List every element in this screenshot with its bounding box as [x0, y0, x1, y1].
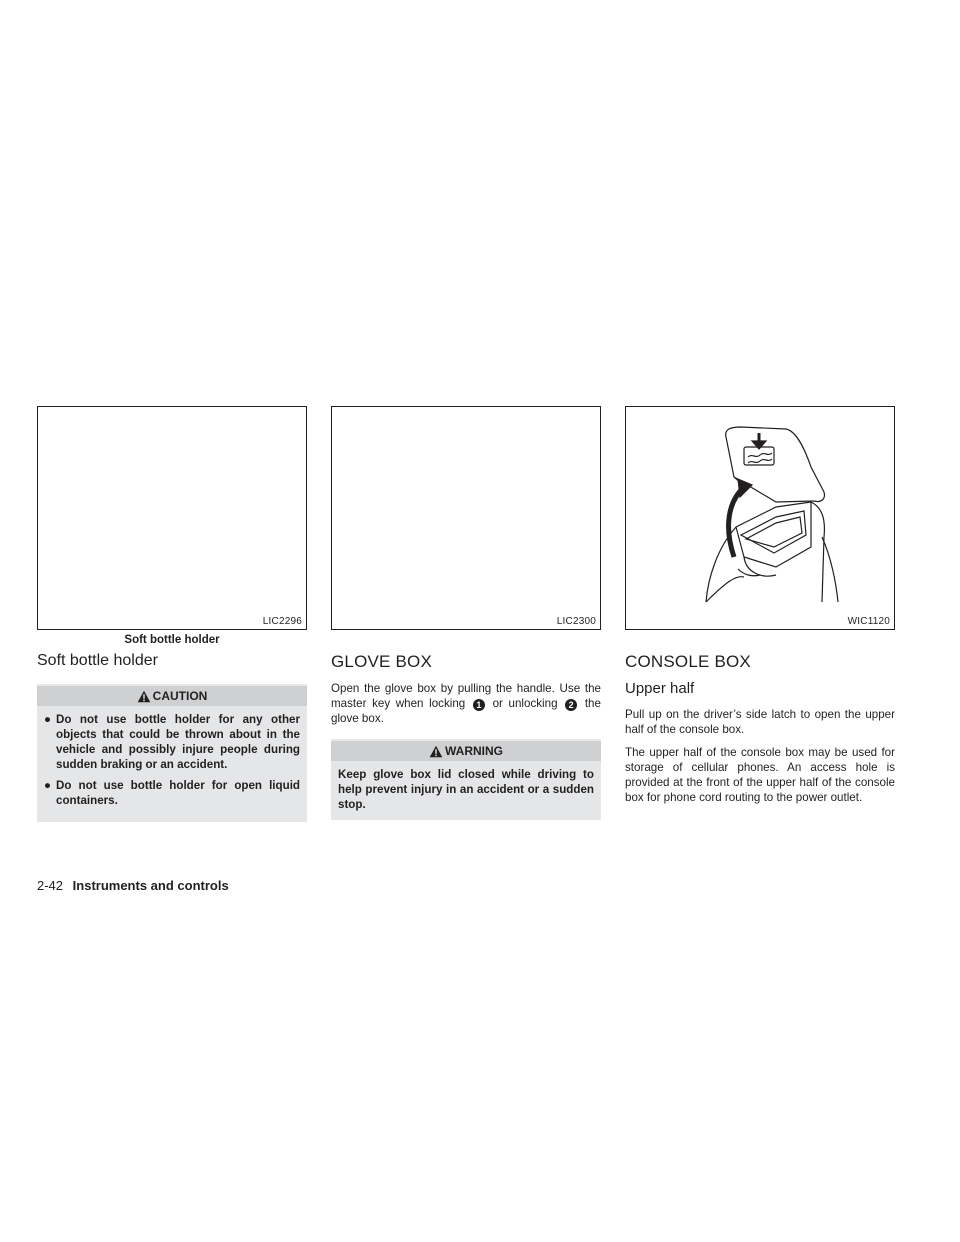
warning-title: WARNING	[445, 744, 503, 758]
column-glove-box	[331, 406, 601, 820]
text-run: Open the glove box by pulling the handle. Use the master key when locking	[331, 682, 601, 710]
body-paragraph: The upper half of the console box may be used for storage of cellular phones. An access hole is provided at the front of the upper half of the console box for phone cord routing to the power outlet.	[625, 746, 895, 804]
warning-triangle-icon	[137, 690, 151, 703]
section-heading: Soft bottle holder	[37, 652, 158, 669]
list-item	[44, 712, 300, 772]
bullet-icon: ●	[44, 779, 52, 792]
section-heading: CONSOLE BOX	[625, 652, 751, 671]
figure-code: WIC1120	[847, 616, 890, 627]
page-footer	[37, 878, 229, 893]
list-item	[44, 778, 300, 808]
body-paragraph: Pull up on the driver’s side latch to open the upper half of the console box.	[625, 708, 895, 736]
section-heading: GLOVE BOX	[331, 652, 433, 671]
figure-console-box	[625, 406, 895, 630]
callout-number: 1	[473, 699, 485, 711]
column-console-box	[625, 406, 895, 805]
subsection-heading: Upper half	[625, 680, 695, 697]
caution-title-bar	[37, 686, 307, 706]
warning-text: Keep glove box lid closed while driving to help prevent injury in an accident or a sudden stop.	[338, 768, 594, 811]
caution-box	[37, 684, 307, 822]
text-run: the glove box.	[331, 697, 601, 725]
section-title: Instruments and controls	[72, 878, 229, 893]
caution-item-text: Do not use bottle holder for open liquid containers.	[56, 779, 300, 807]
warning-triangle-icon	[429, 745, 443, 758]
figure-glove-box	[331, 406, 601, 630]
console-box-illustration	[626, 407, 894, 629]
warning-box	[331, 739, 601, 820]
caution-item-text: Do not use bottle holder for any other objects that could be thrown about in the vehicle and possibly injure people during sudden braking or an accident.	[56, 713, 300, 771]
callout-number: 2	[565, 699, 577, 711]
column-soft-bottle-holder	[37, 406, 307, 822]
figure-code: LIC2300	[556, 616, 596, 627]
figure-soft-bottle-holder	[37, 406, 307, 630]
page-number: 2-42	[37, 878, 64, 893]
figure-code: LIC2296	[262, 616, 302, 627]
warning-title-bar	[331, 741, 601, 761]
caution-title: CAUTION	[152, 689, 208, 703]
text-run: or unlocking	[492, 697, 558, 710]
bullet-icon: ●	[44, 713, 52, 726]
figure-caption: Soft bottle holder	[124, 634, 220, 646]
body-paragraph	[331, 681, 601, 726]
